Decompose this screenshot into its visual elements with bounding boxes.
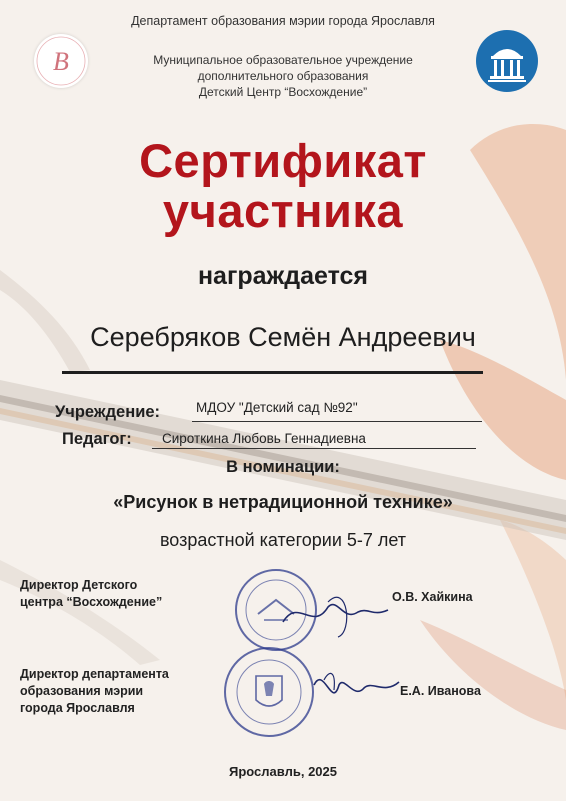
signature-2-name: Е.А. Иванова [400,684,481,698]
rotunda-logo-icon [476,30,538,92]
awarded-label: награждается [197,262,369,290]
signature-2-title [20,666,169,717]
institution-label: Учреждение: [55,403,161,421]
institution-line-2: дополнительного образования [197,69,369,83]
name-underline [62,371,483,374]
voshozhdenie-logo-icon [34,34,88,88]
signature-1-title [20,577,162,611]
signature-2-title-line-3: города Ярославля [20,701,135,715]
teacher-value: Сироткина Любовь Геннадиевна [162,431,366,446]
institution-underline [192,421,482,422]
signature-1-title-line-1: Директор Детского [20,578,138,592]
institution-name [120,52,446,100]
certificate-title: Сертификат [139,134,427,187]
institution-line-3: Детский Центр “Восхождение” [198,85,368,99]
nomination-label: В номинации: [226,458,340,476]
signature-1-title-line-2: центра “Восхождение” [20,595,163,609]
institution-line-1: Муниципальное образовательное учреждение [153,53,413,67]
teacher-label: Педагог: [62,430,132,448]
certificate-subtitle: участника [162,184,404,237]
signature-2-title-line-1: Директор департамента [20,667,169,681]
institution-value: МДОУ "Детский сад №92" [196,400,358,415]
logo-letter: B [53,47,69,76]
footer-city-year: Ярославль, 2025 [229,764,337,779]
age-category: возрастной категории 5-7 лет [159,530,407,550]
teacher-underline [152,448,476,449]
department-header: Департамент образования мэрии города Ярославля [131,14,435,28]
signature-2-title-line-2: образования мэрии [20,684,144,698]
nomination-title: «Рисунок в нетрадиционной технике» [113,492,453,512]
signature-1-name: О.В. Хайкина [392,590,473,604]
recipient-name: Серебряков Семён Андреевич [90,322,476,352]
bear-coat-of-arms-stamp-icon [214,640,414,750]
